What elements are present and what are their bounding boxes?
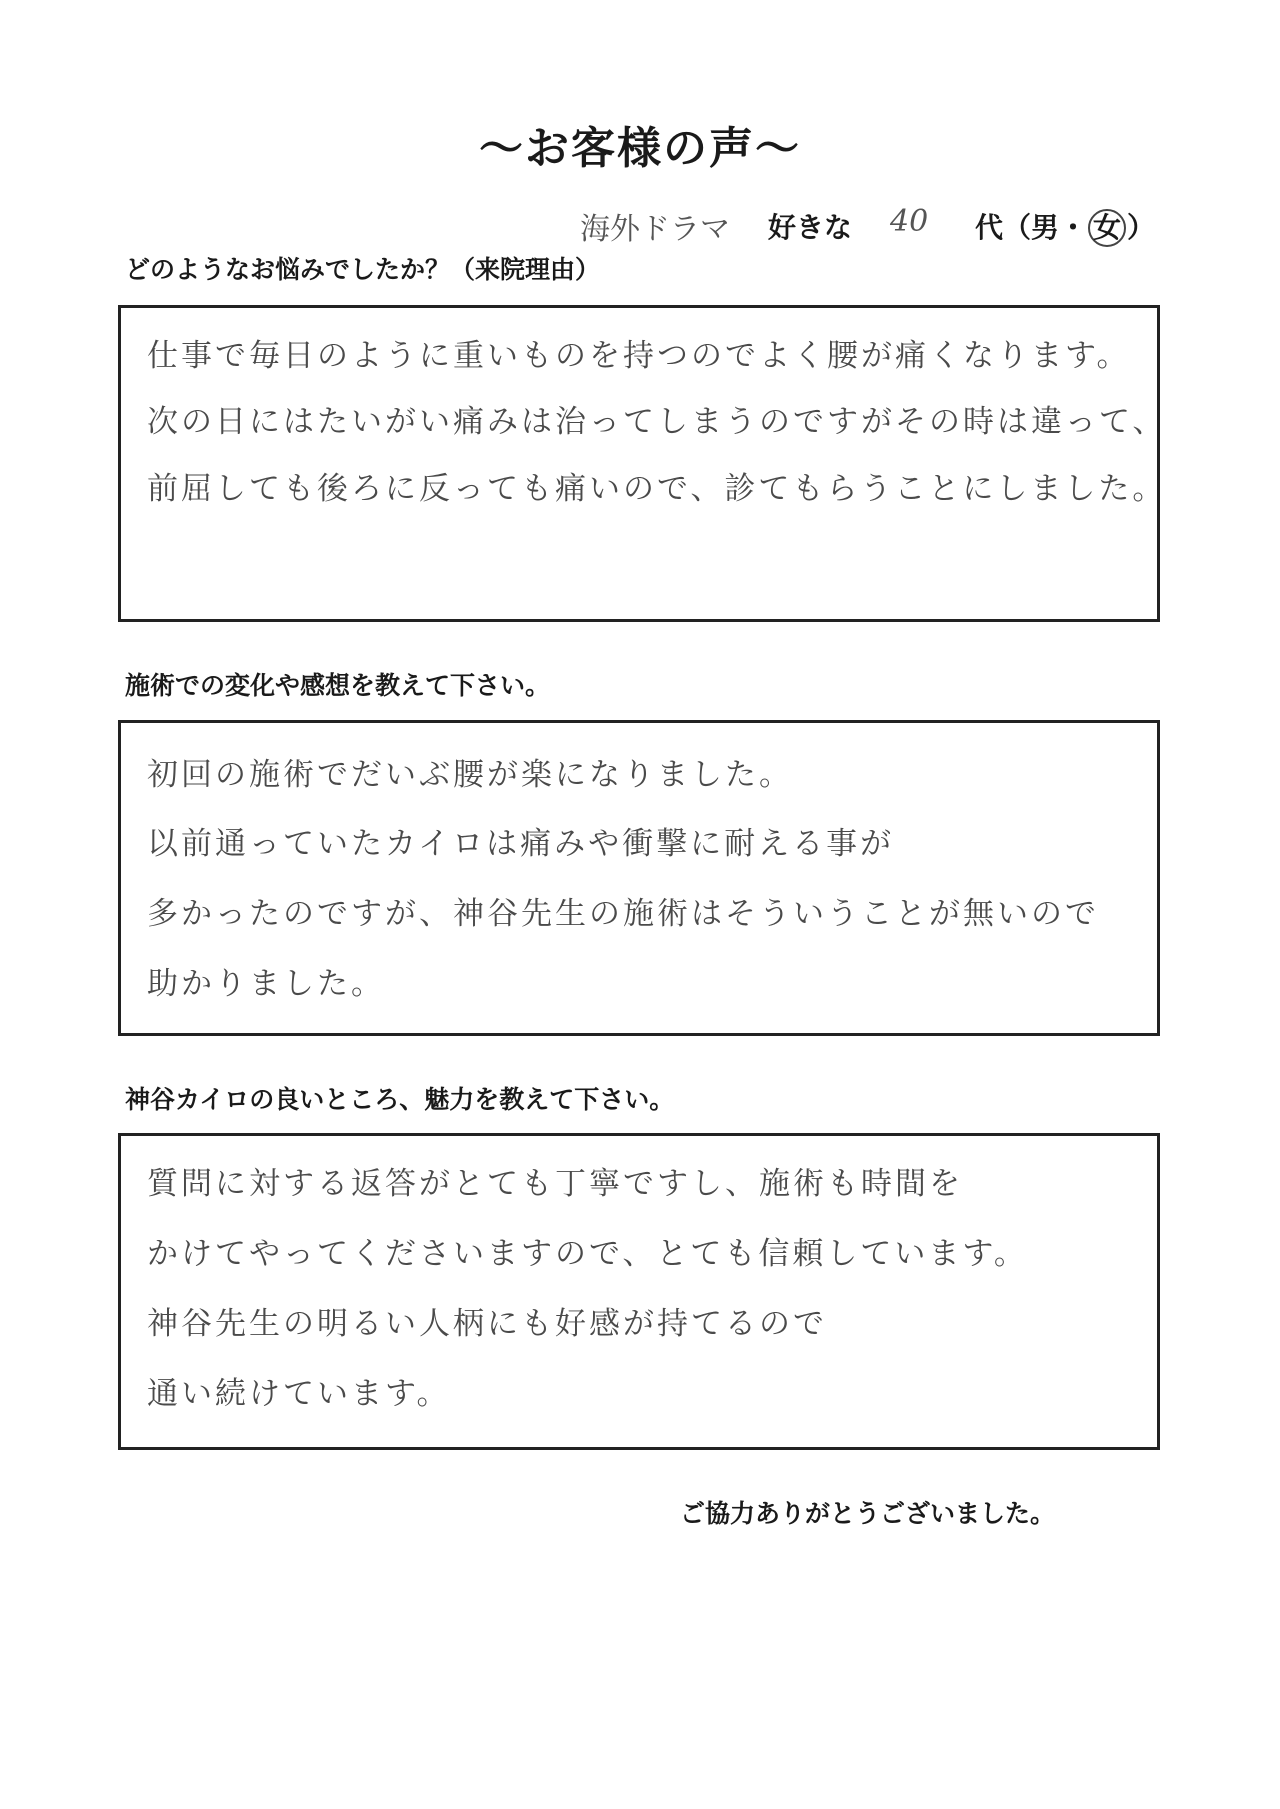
answer-line: 以前通っていたカイロは痛みや衝撃に耐える事が <box>147 826 895 862</box>
question-appeal: 神谷カイロの良いところ、魅力を教えて下さい。 <box>125 1085 675 1114</box>
answer-box-reason <box>118 305 1167 622</box>
answer-line: 多かったのですが、神谷先生の施術はそういうことが無いので <box>147 896 1099 932</box>
generation-close: ） <box>1127 211 1156 244</box>
closing-thanks: ご協力ありがとうございました。 <box>680 1499 1056 1528</box>
answer-line: かけてやってくださいますので、とても信頼しています。 <box>147 1236 1028 1272</box>
question-impression: 施術での変化や感想を教えて下さい。 <box>125 671 551 700</box>
age-handwritten: 40 <box>890 204 929 239</box>
answer-line: 通い続けています。 <box>147 1376 451 1412</box>
answer-line: 神谷先生の明るい人柄にも好感が持てるので <box>147 1306 827 1342</box>
gender-selected-circle: 女 <box>1088 209 1126 247</box>
question-reason: どのようなお悩みでしたか？（来院理由） <box>125 255 601 284</box>
answer-line: 質問に対する返答がとても丁寧ですし、施術も時間を <box>147 1166 963 1202</box>
answer-line: 次の日にはたいがい痛みは治ってしまうのですがその時は違って、 <box>147 404 1167 440</box>
generation-label: 代（男・ <box>975 211 1088 244</box>
respondent-profile <box>580 200 1180 250</box>
answer-line: 助かりました。 <box>147 966 385 1002</box>
hobby-suffix: 好きな <box>768 211 853 244</box>
answer-line: 仕事で毎日のように重いものを持つのでよく腰が痛くなります。 <box>147 338 1131 374</box>
answer-line: 初回の施術でだいぶ腰が楽になりました。 <box>147 757 793 793</box>
answer-line: 前屈しても後ろに反っても痛いので、診てもらうことにしました。 <box>147 471 1167 507</box>
answer-box-impression <box>118 720 1160 1036</box>
page-title: 〜お客様の声〜 <box>479 123 801 174</box>
generation-gender <box>975 206 1155 247</box>
answer-box-appeal <box>118 1133 1160 1450</box>
hobby-handwritten: 海外ドラマ <box>580 212 730 247</box>
